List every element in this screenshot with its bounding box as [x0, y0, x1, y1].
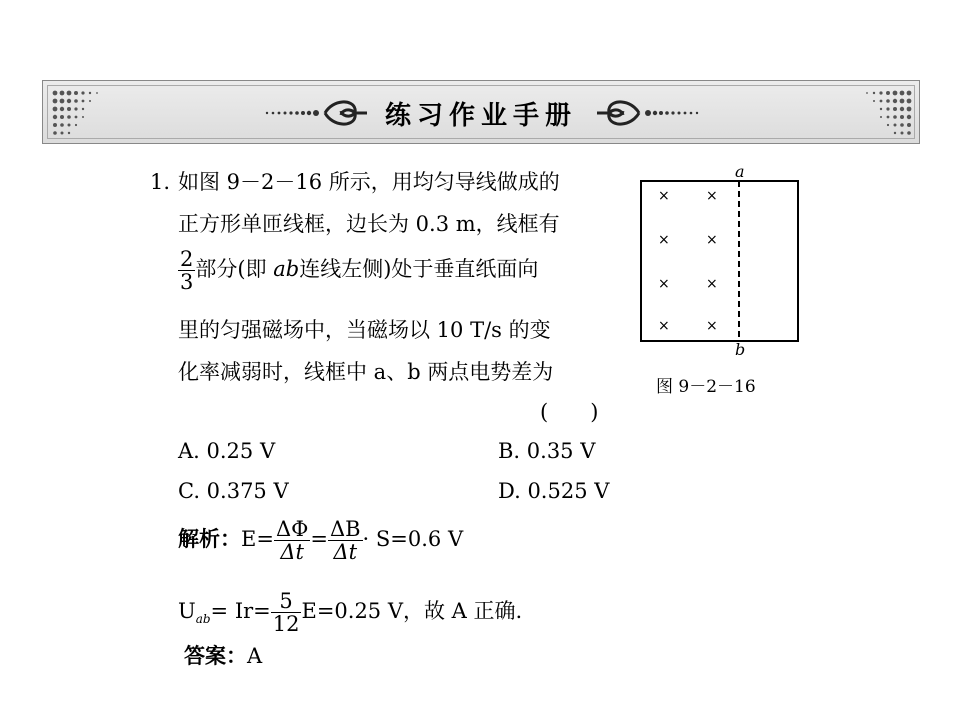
square-frame: [641, 181, 798, 341]
question-line-1: 如图 9－2－16 所示，用均匀导线做成的: [178, 170, 560, 194]
answer-label: 答案：: [184, 644, 247, 668]
eq1-f2-numerator: ΔB: [329, 516, 361, 541]
banner-title: 练习作业手册: [384, 101, 577, 131]
answer-blank: ( ): [540, 400, 599, 424]
solution-equation-1: [178, 514, 463, 564]
question-line-3-part-b: 连线左侧)处于垂直纸面向: [299, 257, 539, 282]
field-cross: ×: [706, 276, 718, 292]
question-line-3: [178, 248, 538, 293]
option-a: A. 0.25 V: [178, 439, 276, 463]
eq1-mid: =: [310, 527, 328, 551]
question-number: 1.: [150, 170, 171, 194]
field-cross: ×: [706, 318, 718, 334]
solution-label: 解析：: [178, 527, 241, 551]
field-cross: ×: [658, 276, 670, 292]
field-cross: ×: [706, 232, 718, 248]
label-a: a: [735, 162, 745, 181]
fraction-denominator: 3: [180, 270, 194, 295]
eq1-lhs: E=: [241, 527, 274, 551]
question-line-5: 化率减弱时，线框中 a、b 两点电势差为: [178, 360, 554, 384]
eq1-fraction-1: [274, 518, 310, 563]
option-d: D. 0.525 V: [498, 479, 610, 503]
figure-caption: 图 9－2－16: [656, 377, 756, 397]
eq2-rhs: E=0.25 V，故 A 正确.: [301, 599, 523, 623]
question-line-2: 正方形单匝线框，边长为 0.3 m，线框有: [178, 212, 560, 236]
eq2-mid: = Ir=: [210, 599, 271, 623]
label-b: b: [735, 340, 746, 359]
option-c: C. 0.375 V: [178, 479, 289, 503]
header-banner: [42, 80, 920, 144]
segment-ab: ab: [273, 257, 300, 282]
eq1-rhs: · S=0.6 V: [362, 527, 464, 551]
answer-value: A: [247, 644, 263, 668]
eq1-f1-numerator: ΔΦ: [275, 516, 309, 541]
eq1-f1-denominator: Δt: [280, 540, 304, 564]
answer-line: [184, 636, 262, 676]
field-cross: ×: [658, 318, 670, 334]
fraction-two-thirds: [178, 248, 195, 293]
eq2-f-denominator: 12: [272, 612, 300, 636]
question-line-4: 里的匀强磁场中，当磁场以 10 T/s 的变: [178, 318, 551, 342]
eq2-fraction: [271, 590, 302, 635]
eq2-subscript: ab: [195, 612, 211, 627]
field-cross: ×: [658, 188, 670, 204]
eq1-fraction-2: [328, 518, 363, 563]
eq2-u: U: [178, 599, 196, 623]
eq2-f-numerator: 5: [271, 590, 302, 613]
question-line-3-part-a: 部分(即: [195, 257, 274, 282]
field-cross: ×: [658, 232, 670, 248]
eq1-f2-denominator: Δt: [333, 540, 358, 564]
flourish-right-icon: [591, 95, 701, 131]
option-b: B. 0.35 V: [498, 439, 596, 463]
field-cross: ×: [706, 188, 718, 204]
fraction-numerator: 2: [180, 247, 194, 271]
